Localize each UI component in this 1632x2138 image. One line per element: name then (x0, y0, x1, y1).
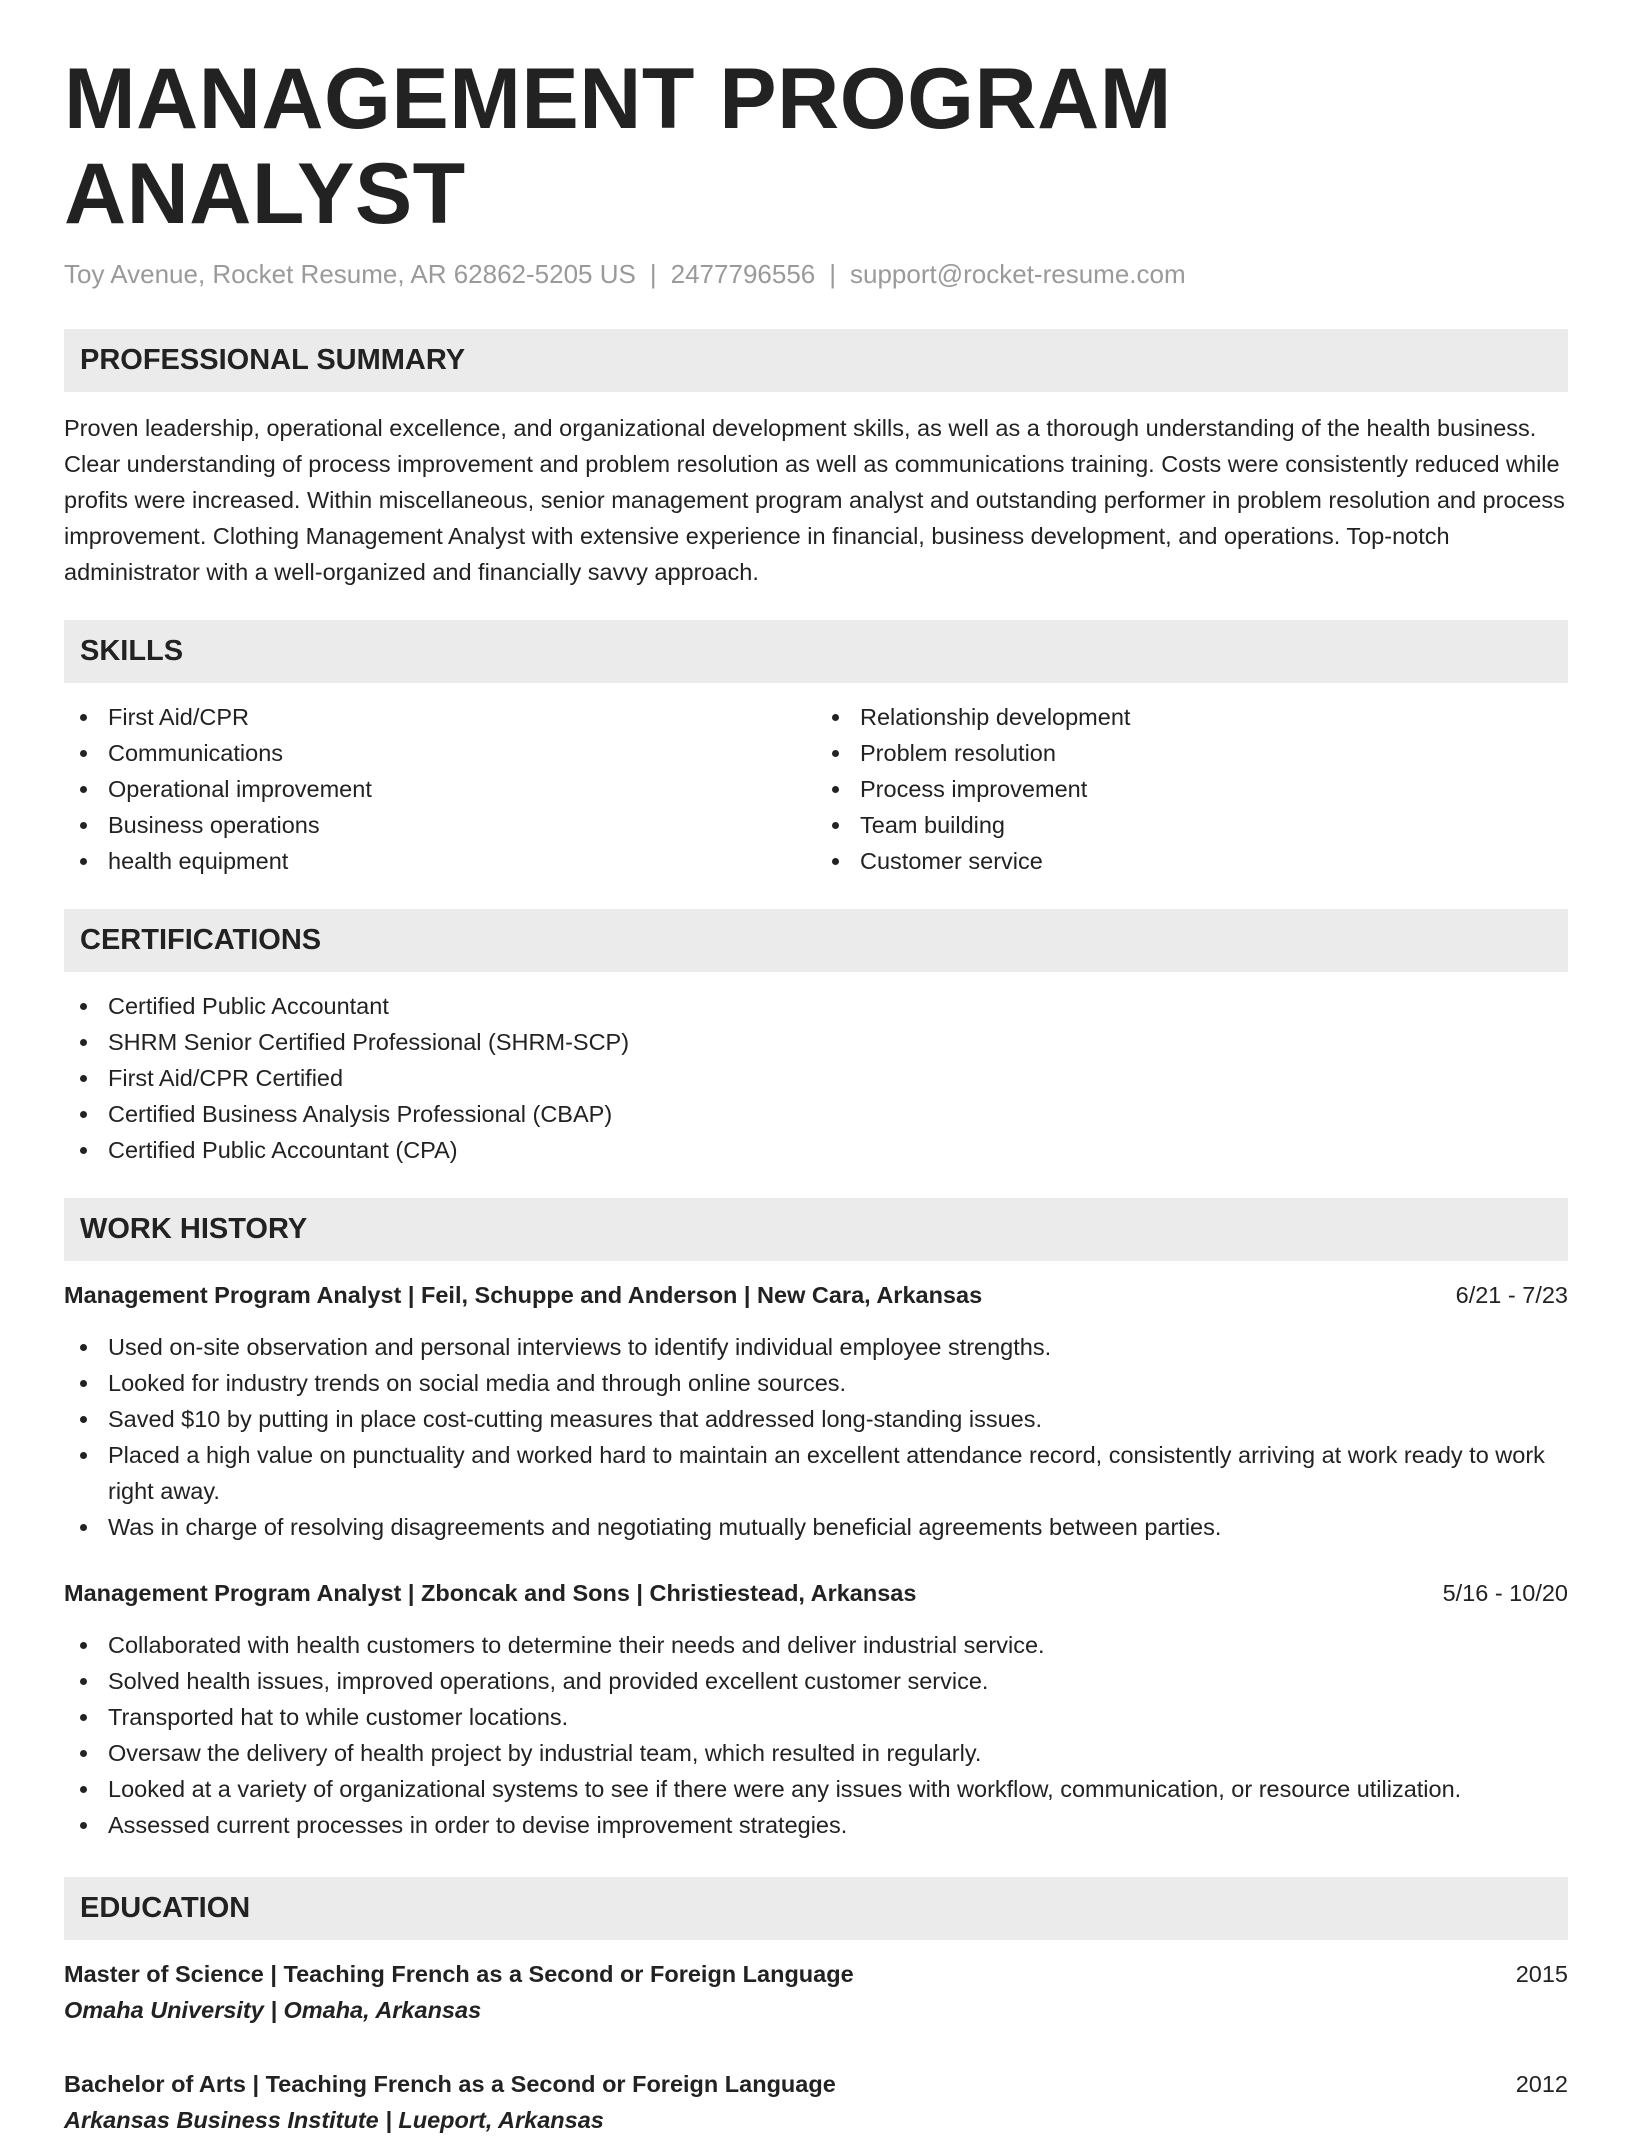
education-degree: Master of Science | Teaching French as a Second or Foreign Language (64, 1961, 854, 1988)
education-entry (64, 2066, 1568, 2138)
education-degree: Bachelor of Arts | Teaching French as a Second or Foreign Language (64, 2071, 836, 2098)
job-bullets (64, 1329, 1568, 1545)
skill-item: Operational improvement (64, 771, 816, 807)
skill-item: Customer service (816, 843, 1568, 879)
job-bullet: Transported hat to while customer locations. (64, 1699, 1568, 1735)
education-header (64, 2066, 1568, 2102)
job-bullet: Looked for industry trends on social media and through online sources. (64, 1365, 1568, 1401)
job-bullet: Assessed current processes in order to devise improvement strategies. (64, 1807, 1568, 1843)
job-title: Management Program Analyst | Zboncak and Sons | Christiestead, Arkansas (64, 1580, 917, 1607)
summary-text: Proven leadership, operational excellence, and organizational development skills, as well as a thorough understanding of the health business. Clear understanding of process improvement and problem resolution as well as communications training. Costs were consistently reduced while profits were increased. Within miscellaneous, senior management program analyst and outstanding performer in problem resolution and process improvement. Clothing Management Analyst with extensive experience in financial, business development, and operations. Top-notch administrator with a well-organized and financially savvy approach. (64, 415, 1565, 586)
skill-item: First Aid/CPR (64, 699, 816, 735)
contact-line (64, 259, 1568, 290)
skill-item: Team building (816, 807, 1568, 843)
skill-item: Business operations (64, 807, 816, 843)
skills-list-left (64, 699, 816, 879)
skill-item: health equipment (64, 843, 816, 879)
certification-item: SHRM Senior Certified Professional (SHRM-SCP) (64, 1024, 1568, 1060)
contact-phone: 2477796556 (670, 259, 816, 290)
skill-item: Problem resolution (816, 735, 1568, 771)
job-header (64, 1277, 1568, 1313)
job-entry (64, 1277, 1568, 1545)
job-bullet: Looked at a variety of organizational systems to see if there were any issues with workflow, communication, or resource utilization. (64, 1771, 1568, 1807)
job-entry (64, 1575, 1568, 1843)
job-bullet: Was in charge of resolving disagreements and negotiating mutually beneficial agreements between parties. (64, 1509, 1568, 1545)
skill-item: Process improvement (816, 771, 1568, 807)
contact-email: support@rocket-resume.com (850, 259, 1186, 290)
education-year: 2015 (1515, 1961, 1568, 1988)
section-header-work-history: WORK HISTORY (64, 1198, 1568, 1261)
job-dates: 5/16 - 10/20 (1442, 1580, 1568, 1607)
job-bullet: Collaborated with health customers to determine their needs and deliver industrial service. (64, 1627, 1568, 1663)
skill-item: Communications (64, 735, 816, 771)
contact-separator: | (829, 259, 837, 290)
section-header-skills: SKILLS (64, 620, 1568, 683)
education-entry (64, 1956, 1568, 2028)
certification-item: Certified Business Analysis Professional (CBAP) (64, 1096, 1568, 1132)
job-header (64, 1575, 1568, 1611)
section-header-certifications: CERTIFICATIONS (64, 909, 1568, 972)
skills-columns (64, 699, 1568, 879)
education-header (64, 1956, 1568, 1992)
section-header-education: EDUCATION (64, 1877, 1568, 1940)
job-bullet: Oversaw the delivery of health project by industrial team, which resulted in regularly. (64, 1735, 1568, 1771)
certification-item: First Aid/CPR Certified (64, 1060, 1568, 1096)
job-title: Management Program Analyst | Feil, Schuppe and Anderson | New Cara, Arkansas (64, 1282, 983, 1309)
skills-list-right (816, 699, 1568, 879)
resume-name: MANAGEMENT PROGRAM ANALYST (64, 51, 1172, 242)
section-header-summary: PROFESSIONAL SUMMARY (64, 329, 1568, 392)
certification-item: Certified Public Accountant (64, 988, 1568, 1024)
job-dates: 6/21 - 7/23 (1455, 1282, 1568, 1309)
job-bullet: Used on-site observation and personal interviews to identify individual employee strengths. (64, 1329, 1568, 1365)
job-bullet: Placed a high value on punctuality and worked hard to maintain an excellent attendance record, consistently arriving at work ready to work right away. (64, 1437, 1568, 1509)
education-school: Arkansas Business Institute | Lueport, Arkansas (64, 2107, 604, 2134)
skill-item: Relationship development (816, 699, 1568, 735)
certification-item: Certified Public Accountant (CPA) (64, 1132, 1568, 1168)
certifications-list (64, 988, 1568, 1168)
job-bullets (64, 1627, 1568, 1843)
job-bullet: Solved health issues, improved operations, and provided excellent customer service. (64, 1663, 1568, 1699)
contact-separator: | (649, 259, 657, 290)
contact-address: Toy Avenue, Rocket Resume, AR 62862-5205 US (64, 259, 636, 290)
education-year: 2012 (1515, 2071, 1568, 2098)
education-school: Omaha University | Omaha, Arkansas (64, 1997, 482, 2024)
job-bullet: Saved $10 by putting in place cost-cutting measures that addressed long-standing issues. (64, 1401, 1568, 1437)
